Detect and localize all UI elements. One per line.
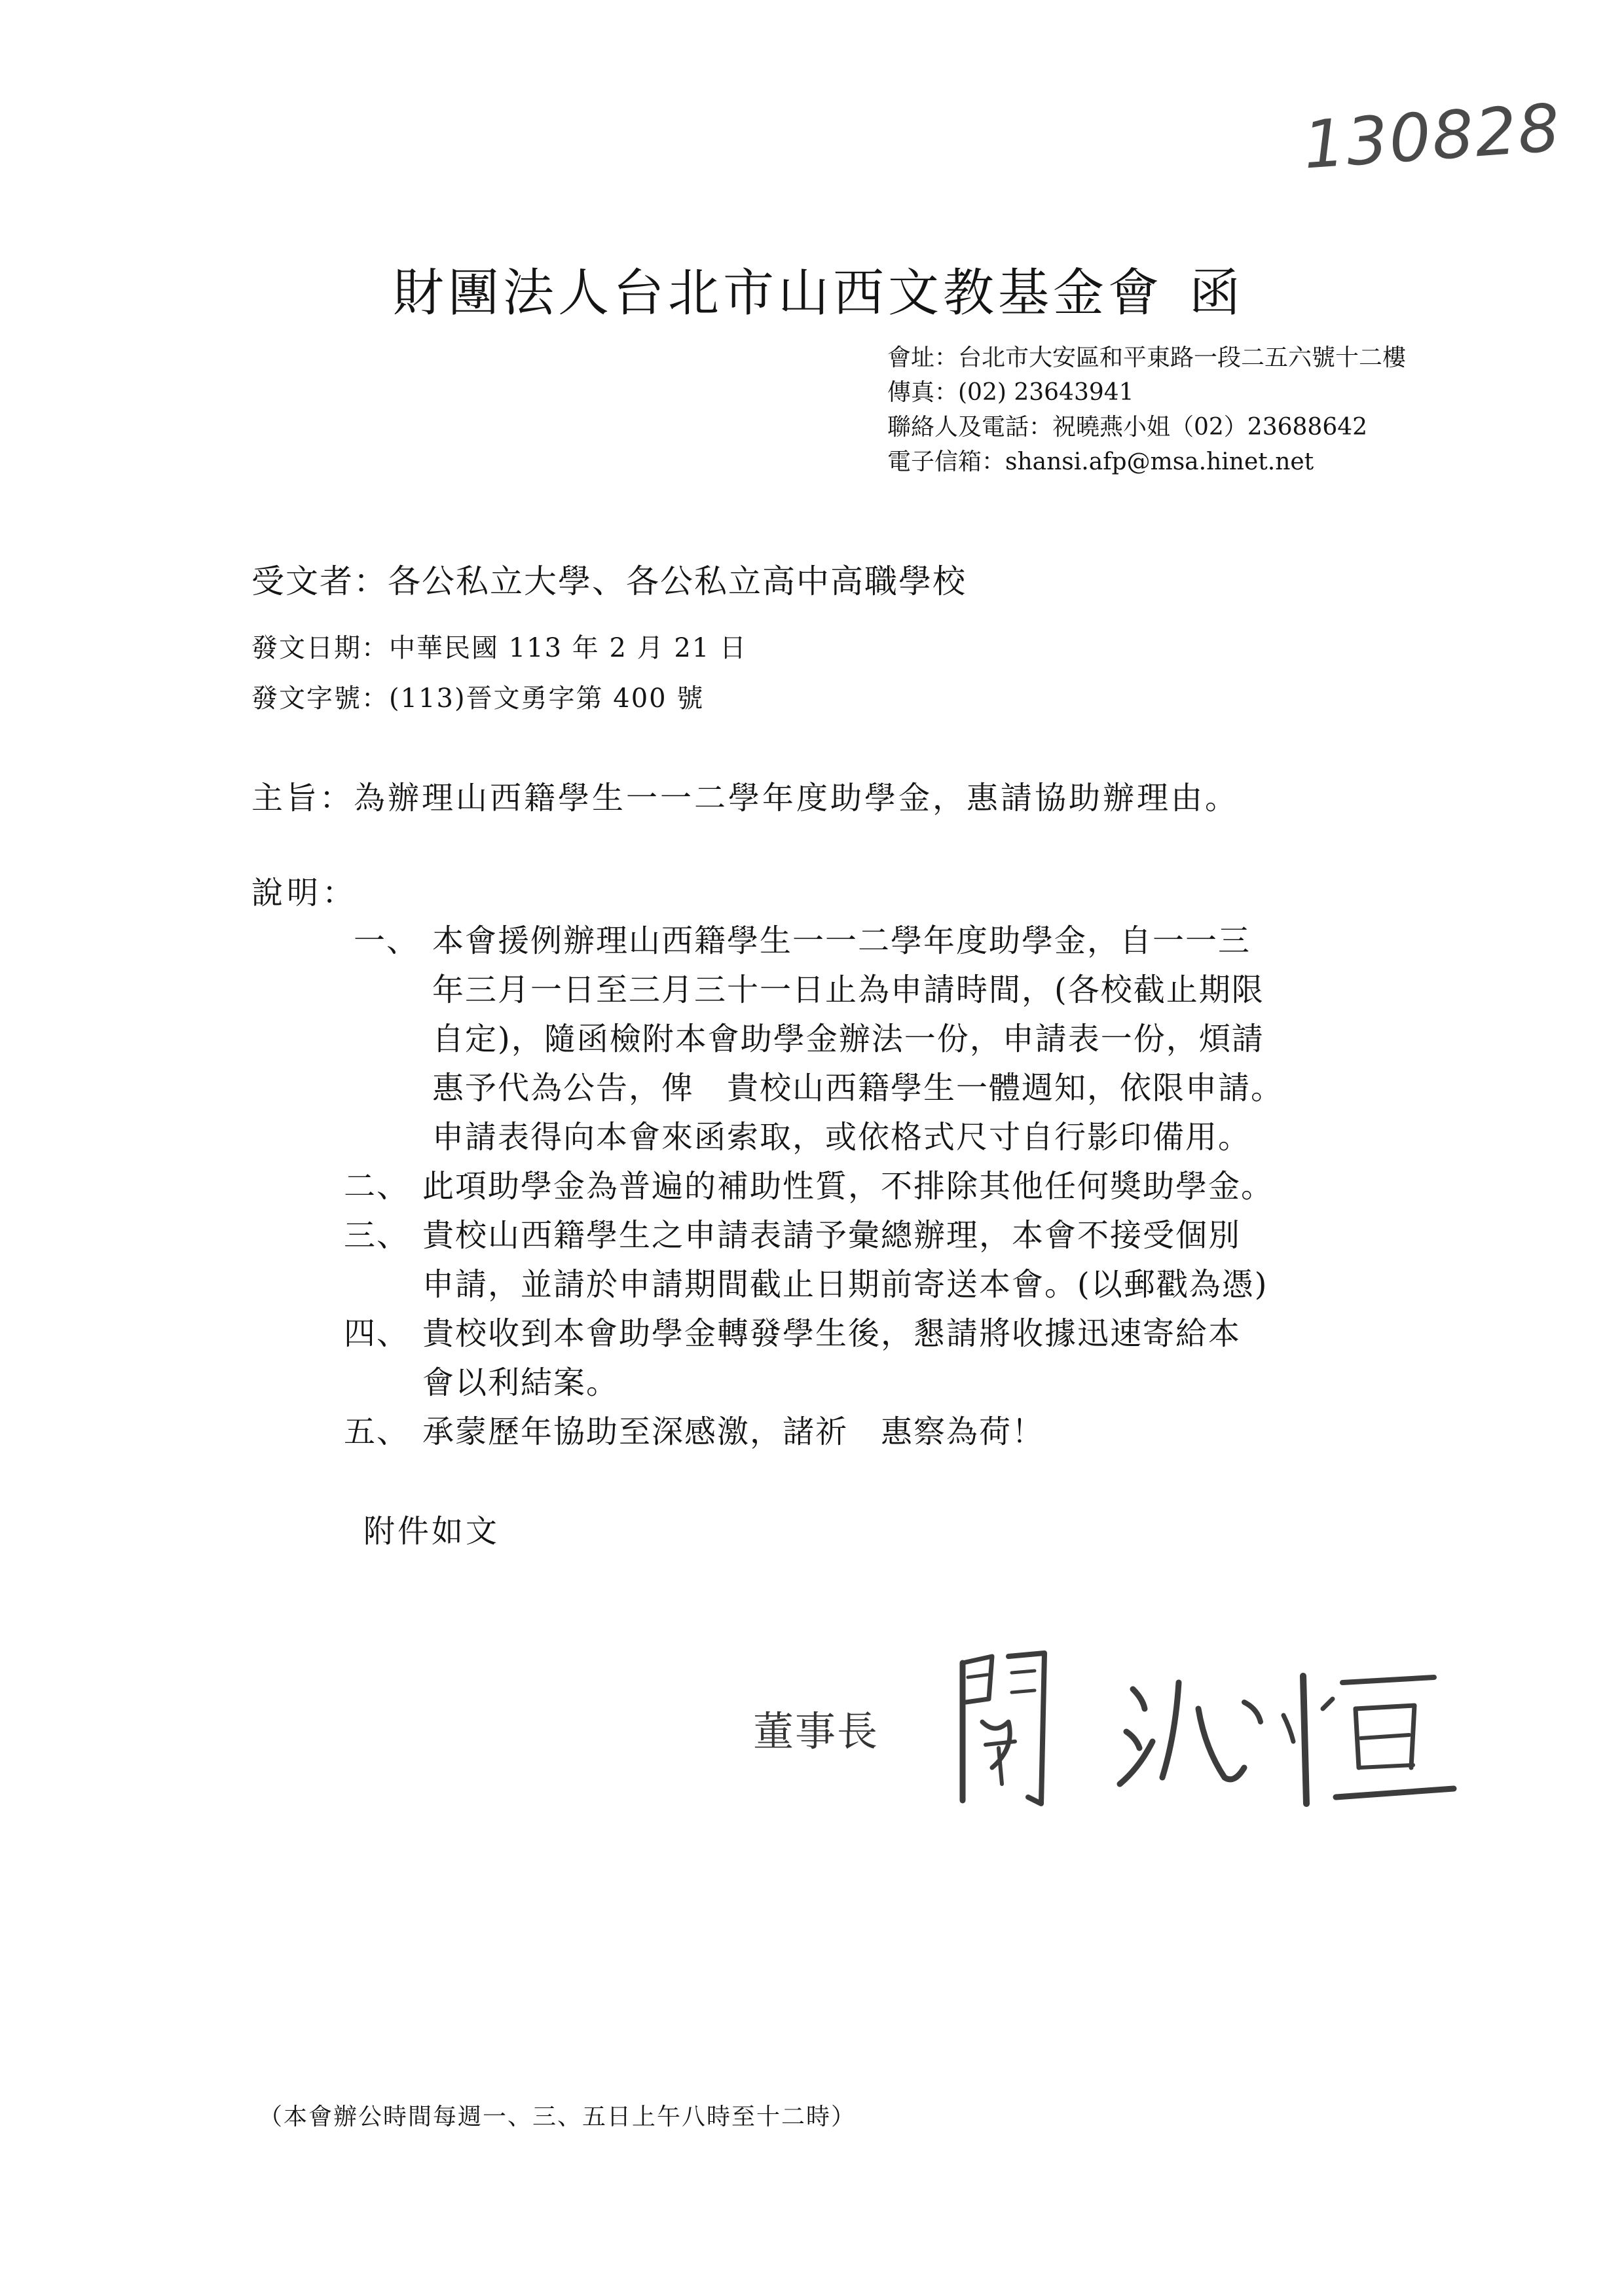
item-text [422, 1408, 1044, 1457]
organization-name: 財團法人台北市山西文教基金會 [393, 264, 1164, 323]
item-line: 貴校山西籍學生之申請表請予彙總辦理，本會不接受個別 [422, 1217, 1242, 1254]
item-number: 二、 [344, 1168, 410, 1205]
item-number: 五、 [344, 1413, 410, 1450]
subject-line: 主旨：為辦理山西籍學生一一二學年度助學金，惠請協助辦理由。 [251, 780, 1240, 816]
item-line: 自定)，隨函檢附本會助學金辦法一份，申請表一份，煩請 [432, 1021, 1264, 1057]
issue-date: 發文日期：中華民國 113 年 2 月 21 日 [251, 633, 747, 663]
item-line: 本會援例辦理山西籍學生一一二學年度助學金，自一一三 [432, 922, 1251, 959]
item-text [422, 1162, 1274, 1211]
item-line: 申請，並請於申請期間截止日期前寄送本會。(以郵戳為憑) [422, 1266, 1268, 1303]
contact-email: 電子信箱：shansi.afp@msa.hinet.net [887, 448, 1314, 475]
explanation-items [344, 917, 1408, 1457]
explanation-item [344, 1211, 1408, 1309]
explanation-item [344, 1408, 1408, 1457]
explanation-label: 說明： [251, 875, 358, 911]
explanation-item [347, 917, 1408, 1162]
chairman-title: 董事長 [753, 1707, 879, 1755]
item-line: 承蒙歷年協助至深感激，諸祈 惠察為荷！ [422, 1413, 1045, 1450]
item-line: 會以利結案。 [422, 1364, 619, 1401]
item-text [432, 917, 1283, 1162]
contact-block [887, 340, 1406, 479]
document-kind: 函 [1189, 264, 1245, 323]
contact-fax: 傳真：(02) 23643941 [887, 379, 1134, 406]
item-text [422, 1211, 1268, 1309]
explanation-item [344, 1309, 1408, 1408]
recipient-line: 受文者：各公私立大學、各公私立高中高職學校 [251, 562, 967, 600]
handwritten-reference-number: 130828 [1301, 89, 1564, 184]
contact-address: 會址：台北市大安區和平東路一段二五六號十二樓 [887, 344, 1407, 371]
explanation-item [344, 1162, 1408, 1211]
office-hours-footer: （本會辦公時間每週一、三、五日上午八時至十二時） [259, 2104, 857, 2130]
item-number: 一、 [354, 922, 420, 959]
item-line: 惠予代為公告，俾 貴校山西籍學生一體週知，依限申請。 [432, 1070, 1284, 1106]
chairman-handwritten-signature [936, 1637, 1460, 1820]
contact-person: 聯絡人及電話：祝曉燕小姐（02）23688642 [887, 414, 1368, 441]
attachment-note: 附件如文 [363, 1513, 500, 1550]
item-line: 申請表得向本會來函索取，或依格式尺寸自行影印備用。 [432, 1119, 1251, 1156]
document-number: 發文字號：(113)晉文勇字第 400 號 [251, 683, 705, 714]
item-number: 三、 [344, 1217, 410, 1254]
item-line: 貴校收到本會助學金轉發學生後，懇請將收據迅速寄給本 [422, 1315, 1242, 1352]
item-line: 此項助學金為普遍的補助性質，不排除其他任何獎助學金。 [422, 1168, 1274, 1205]
item-line: 年三月一日至三月三十一日止為申請時間，(各校截止期限 [432, 972, 1264, 1008]
item-text [422, 1309, 1241, 1408]
item-number: 四、 [344, 1315, 410, 1352]
document-title [393, 252, 1244, 325]
